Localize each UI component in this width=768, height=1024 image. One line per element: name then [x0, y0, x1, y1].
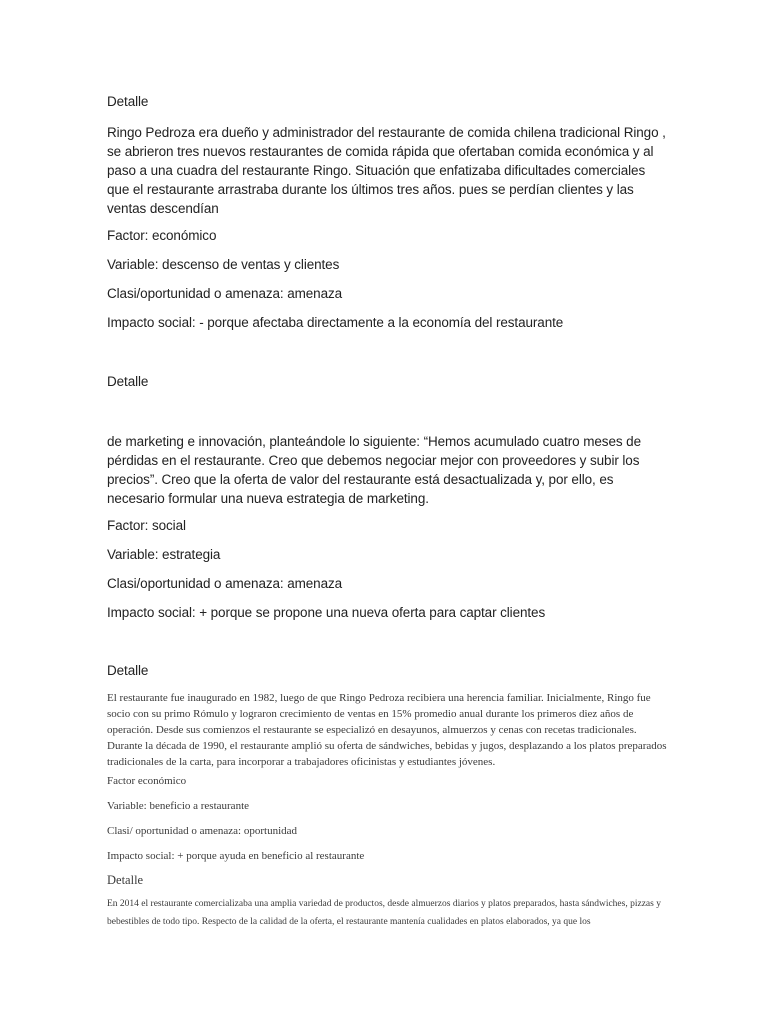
section-3-clasificacion: Clasi/ oportunidad o amenaza: oportunidad	[107, 825, 298, 837]
section-3-factor: Factor económico	[107, 775, 187, 787]
section-1-factor: Factor: económico	[107, 228, 217, 243]
section-2-paragraph: de marketing e innovación, planteándole lo siguiente: “Hemos acumulado cuatro meses de pérdidas en el restaurante. Creo que debemos negociar mejor con proveedores y subir los precios”. Creo que la oferta de valor del restaurante está desactualizada y, por ello, es necesario formular una nueva estrategia de marketing.	[107, 434, 641, 506]
section-1-impacto: Impacto social: - porque afectaba directamente a la economía del restaurante	[107, 315, 564, 330]
section-1-clasificacion: Clasi/oportunidad o amenaza: amenaza	[107, 286, 343, 301]
section-1-heading: Detalle	[107, 94, 149, 109]
section-1-variable: Variable: descenso de ventas y clientes	[107, 257, 340, 272]
section-2-impacto: Impacto social: + porque se propone una nueva oferta para captar clientes	[107, 605, 546, 620]
section-2-clasificacion: Clasi/oportunidad o amenaza: amenaza	[107, 576, 343, 591]
section-1-paragraph: Ringo Pedroza era dueño y administrador del restaurante de comida chilena tradicional Ringo , se abrieron tres nuevos restaurantes de comida rápida que ofertaban comida económica y al paso a una cuadra del restaurante Ringo. Situación que enfatizaba dificultades comerciales que el restaurante arrastraba durante los últimos tres años. pues se perdían clientes y las ventas descendían	[107, 125, 666, 216]
section-3-variable: Variable: beneficio a restaurante	[107, 800, 250, 812]
section-4-heading: Detalle	[107, 873, 144, 887]
section-2-factor: Factor: social	[107, 518, 186, 533]
section-3-heading: Detalle	[107, 663, 149, 678]
section-4-paragraph: En 2014 el restaurante comercializaba una amplia variedad de productos, desde almuerzos diarios y platos preparados, hasta sándwiches, pizzas y bebestibles de todo tipo. Respecto de la calidad de la oferta, el restaurante mantenía cualidades en platos elaborados, ya que los	[107, 899, 661, 927]
section-3-paragraph: El restaurante fue inaugurado en 1982, luego de que Ringo Pedroza recibiera una herencia familiar. Inicialmente, Ringo fue socio con su primo Rómulo y lograron crecimiento de ventas en 15% promedio anual durante los primeros diez años de operación. Desde sus comienzos el restaurante se especializó en desayunos, almuerzos y cenas con recetas tradicionales. Durante la década de 1990, el restaurante amplió su oferta de sándwiches, bebidas y jugos, desplazando a los platos preparados tradicionales de la carta, para incorporar a trabajadores oficinistas y estudiantes jóvenes.	[107, 692, 667, 768]
section-2-variable: Variable: estrategia	[107, 547, 221, 562]
section-3-impacto: Impacto social: + porque ayuda en beneficio al restaurante	[107, 850, 365, 862]
section-2-heading: Detalle	[107, 374, 149, 389]
